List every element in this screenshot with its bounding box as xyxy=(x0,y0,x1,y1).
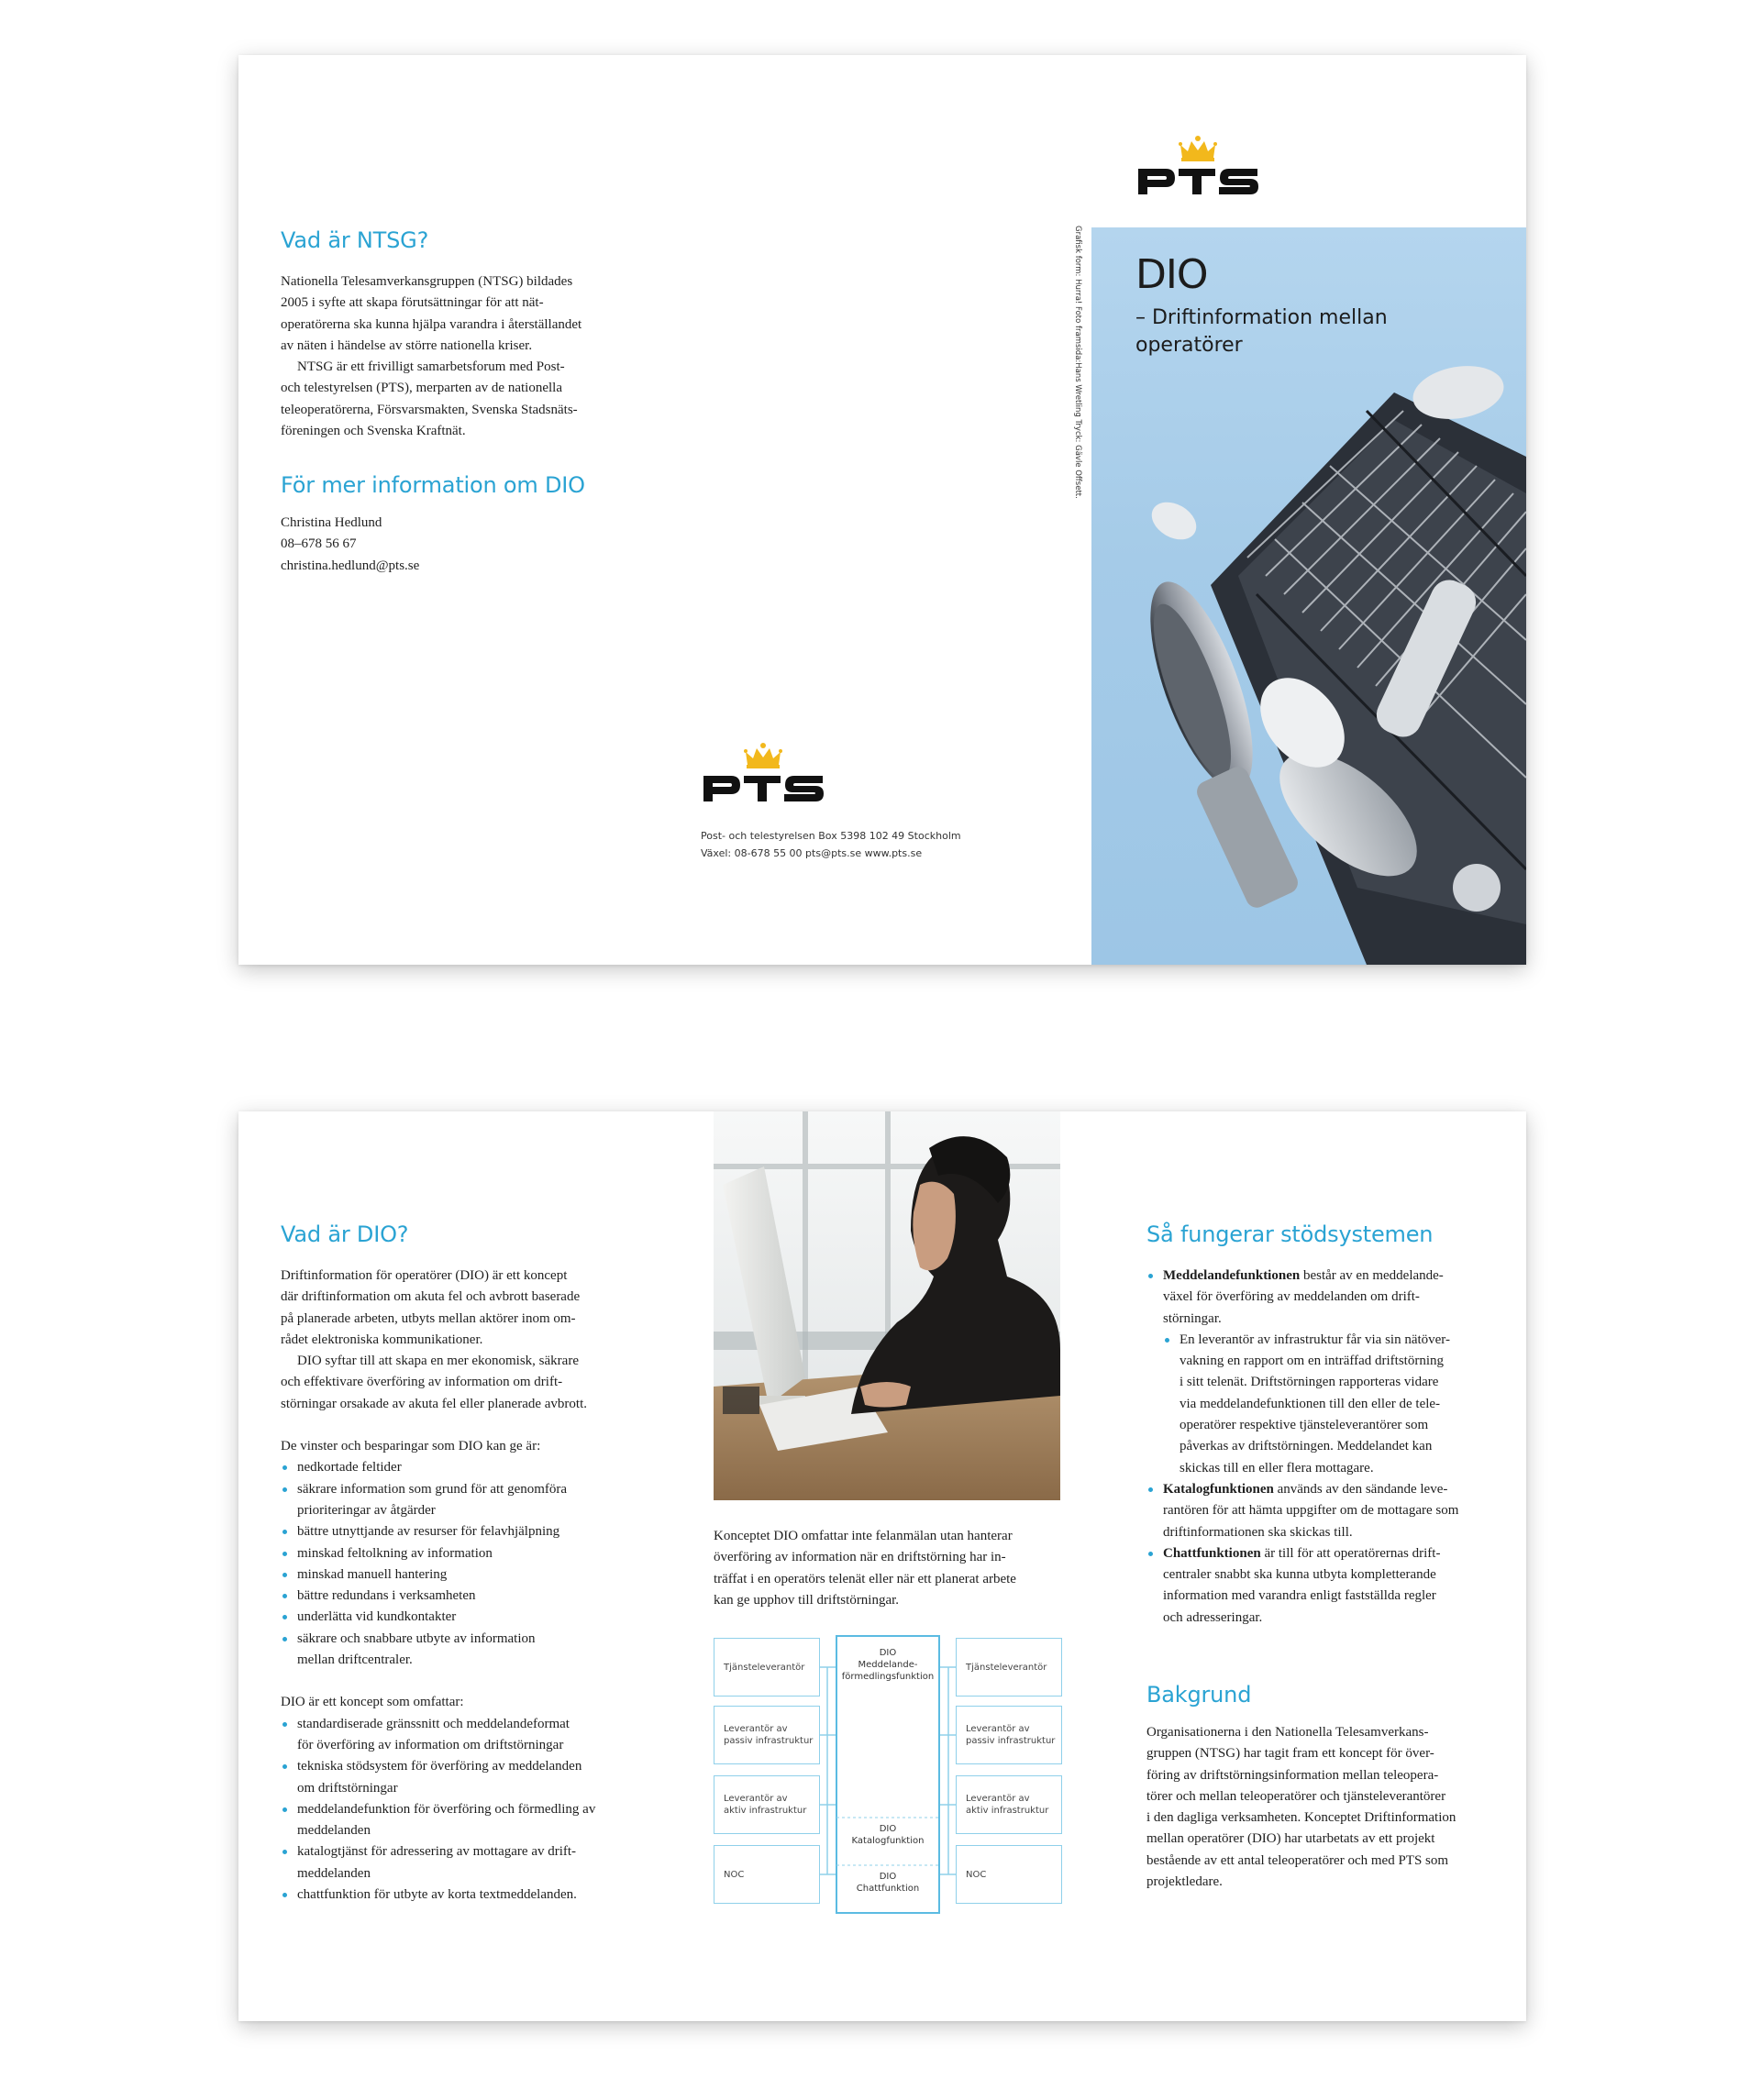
diagram-label: NOC xyxy=(724,1869,745,1880)
address-line-1: Post- och telestyrelsen Box 5398 102 49 Stockholm xyxy=(701,830,961,842)
list-item: nedkortade feltider xyxy=(281,1457,648,1478)
ntsg-line: och telestyrelsen (PTS), merparten av de nationella xyxy=(281,381,562,396)
list-item: minskad feltolkning av information xyxy=(281,1543,648,1564)
benefits-intro: De vinster och besparingar som DIO kan ge är: xyxy=(281,1439,541,1454)
diagram-right-box xyxy=(956,1638,1062,1697)
background-line: Organisationerna i den Nationella Telesamverkans- xyxy=(1146,1725,1429,1740)
ntsg-line: teleoperatörerna, Försvarsmakten, Svenska Stadsnäts- xyxy=(281,402,578,417)
support-heading: Så fungerar stödsystemen xyxy=(1146,1221,1434,1247)
pts-logo-back xyxy=(700,734,826,807)
list-item: tekniska stödsystem för överföring av meddelanden om driftstörningar xyxy=(281,1756,648,1799)
credit-line: Grafisk form: Hurra! Foto framsida:Hans Wretling Tryck: Gävle Offsett. xyxy=(1073,226,1082,499)
list-item: säkrare information som grund för att genomföra prioriteringar av åtgärder xyxy=(281,1479,648,1522)
ntsg-section xyxy=(281,227,648,442)
ntsg-line: föreningen och Svenska Kraftnät. xyxy=(281,424,466,439)
diagram-label: Leverantör av passiv infrastruktur xyxy=(724,1724,814,1746)
background-line: gruppen (NTSG) har tagit fram ett koncept för över- xyxy=(1146,1746,1434,1762)
ntsg-line: operatörerna ska kunna hjälpa varandra i återställandet xyxy=(281,316,582,332)
background-line: föring av driftstörningsinformation mellan teleopera- xyxy=(1146,1767,1439,1783)
middle-text-line: överföring av information när en driftstörning har in- xyxy=(714,1550,1006,1565)
dio-intro-line: där driftinformation om akuta fel och avbrott baserade xyxy=(281,1289,581,1305)
diagram-label: Tjänsteleverantör xyxy=(724,1662,805,1673)
list-item xyxy=(1163,1330,1504,1479)
dio-intro-line: på planerade arbeten, utbyts mellan aktörer inom om- xyxy=(281,1310,576,1326)
middle-text-line: träffat i en operatörs telenät eller när ett planerat arbete xyxy=(714,1571,1016,1586)
background-line: mellan operatörer (DIO) har utarbetats av ett projekt xyxy=(1146,1831,1435,1847)
support-list xyxy=(1146,1266,1504,1629)
term-text: är till för att operatörernas drift- centraler snabbt ska kunna utbyta kompletterande information med varandra enligt fastställda regler och adresseringar. xyxy=(1163,1545,1441,1625)
ntsg-body xyxy=(281,271,648,442)
list-item: chattfunktion för utbyte av korta textmeddelanden. xyxy=(281,1884,648,1906)
diagram-label: Leverantör av aktiv infrastruktur xyxy=(966,1794,1049,1816)
list-item: katalogtjänst för adressering av mottagare av drift- meddelanden xyxy=(281,1841,648,1884)
postal-address xyxy=(701,827,1013,862)
diagram-left-box xyxy=(714,1706,820,1764)
diagram-center-label: DIO Katalogfunktion xyxy=(851,1824,925,1846)
middle-text xyxy=(714,1526,1062,1611)
background-line: projektledare. xyxy=(1146,1874,1223,1890)
list-item xyxy=(1146,1266,1504,1330)
dio-intro-line: och effektivare överföring av information om drift- xyxy=(281,1375,563,1390)
background-line: bestående av ett antal teleoperatörer och med PTS som xyxy=(1146,1852,1449,1868)
dio-heading: Vad är DIO? xyxy=(281,1221,409,1247)
dio-intro-line: Driftinformation för operatörer (DIO) är ett koncept xyxy=(281,1268,568,1283)
diagram-label: Leverantör av passiv infrastruktur xyxy=(966,1724,1056,1746)
benefits-list xyxy=(281,1457,648,1671)
term-text: används av den sändande leve- rantören för att hämta uppgifter om de mottagare som driftinformationen ska skickas till. xyxy=(1163,1481,1459,1540)
front-cover xyxy=(1091,227,1526,965)
diagram-center-label: DIO Chattfunktion xyxy=(856,1872,920,1894)
diagram-right-box xyxy=(956,1775,1062,1834)
middle-text-line: kan ge upphov till driftstörningar. xyxy=(714,1592,900,1608)
background-heading: Bakgrund xyxy=(1146,1682,1252,1708)
ntsg-heading: Vad är NTSG? xyxy=(281,227,429,253)
diagram-right-box xyxy=(956,1845,1062,1904)
diagram-label: Tjänsteleverantör xyxy=(966,1662,1047,1673)
cover-subtitle: – Driftinformation mellan operatörer xyxy=(1135,306,1388,357)
brochure-outer-spread xyxy=(238,55,1526,965)
list-item: säkrare och snabbare utbyte av information mellan driftcentraler. xyxy=(281,1629,648,1672)
concept-intro: DIO är ett koncept som omfattar: xyxy=(281,1695,464,1710)
support-section xyxy=(1146,1221,1504,1629)
dio-intro-line: störningar orsakade av akuta fel eller planerade avbrott. xyxy=(281,1396,588,1411)
pts-logo-top xyxy=(1135,127,1261,200)
diagram-center-label: DIO Meddelande- förmedlingsfunktion xyxy=(841,1648,935,1682)
concept-list xyxy=(281,1714,648,1907)
contact-name: Christina Hedlund xyxy=(281,515,382,530)
ntsg-line: av näten i händelse av större nationella kriser. xyxy=(281,337,533,353)
list-item: underlätta vid kundkontakter xyxy=(281,1607,648,1628)
list-item: standardiserade gränssnitt och meddelandeformat för överföring av information om driftstörningar xyxy=(281,1714,648,1757)
contact-heading: För mer information om DIO xyxy=(281,472,585,498)
dio-intro-line: rådet elektroniska kommunikationer. xyxy=(281,1332,483,1347)
dio-section xyxy=(281,1221,648,1906)
term-text: En leverantör av infrastruktur får via sin nätöver- vakning en rapport om en inträffad driftstörning i sitt telenät. Driftstörningen rapporteras vidare via meddelandefunktionen till den eller de tele- operatörer respektive tjänsteleverantörer som påverkas av driftstörningen. Meddelandet kan skickas till en eller flera mottagare. xyxy=(1180,1332,1450,1476)
dio-intro-line: DIO syftar till att skapa en mer ekonomisk, säkrare xyxy=(297,1354,579,1369)
background-line: törer och mellan teleoperatörer och tjänsteleverantörer xyxy=(1146,1788,1446,1804)
list-item xyxy=(1146,1543,1504,1629)
list-item: minskad manuell hantering xyxy=(281,1564,648,1586)
diagram-label: Leverantör av aktiv infrastruktur xyxy=(724,1794,807,1816)
list-item: meddelandefunktion för överföring och förmedling av meddelanden xyxy=(281,1799,648,1842)
contact-phone: 08–678 56 67 xyxy=(281,536,357,552)
crown-icon xyxy=(1179,136,1217,161)
contact-section xyxy=(281,472,648,577)
list-item: bättre redundans i verksamheten xyxy=(281,1586,648,1607)
person-at-computer-photo xyxy=(714,1111,1060,1500)
list-item: bättre utnyttjande av resurser för felavhjälpning xyxy=(281,1521,648,1542)
contact-email[interactable]: christina.hedlund@pts.se xyxy=(281,558,420,573)
list-item xyxy=(1146,1479,1504,1543)
diagram-left-box xyxy=(714,1638,820,1697)
diagram-right-box xyxy=(956,1706,1062,1764)
term: Katalogfunktionen xyxy=(1163,1481,1274,1497)
brochure-inner-spread xyxy=(238,1111,1526,2021)
crown-icon xyxy=(744,743,782,768)
diagram-left-box xyxy=(714,1775,820,1834)
dio-architecture-diagram xyxy=(714,1634,1062,1915)
address-line-2: Växel: 08-678 55 00 pts@pts.se www.pts.se xyxy=(701,847,923,859)
diagram-left-box xyxy=(714,1845,820,1904)
middle-text-line: Konceptet DIO omfattar inte felanmälan utan hanterar xyxy=(714,1529,1013,1543)
diagram-label: NOC xyxy=(966,1869,987,1880)
term: Chattfunktionen xyxy=(1163,1545,1261,1561)
ntsg-line: Nationella Telesamverkansgruppen (NTSG) bildades xyxy=(281,274,573,289)
ntsg-line: 2005 i syfte att skapa förutsättningar för att nät- xyxy=(281,295,544,311)
cover-title: DIO xyxy=(1135,251,1208,298)
antenna-tower-photo xyxy=(1091,227,1526,965)
background-section xyxy=(1146,1682,1504,1893)
term-text: består av en meddelande- växel för överföring av meddelanden om drift- störningar. xyxy=(1163,1268,1444,1326)
background-line: i den dagliga verksamheten. Konceptet Driftinformation xyxy=(1146,1810,1456,1826)
term: Meddelandefunktionen xyxy=(1163,1268,1301,1283)
ntsg-line: NTSG är ett frivilligt samarbetsforum med Post- xyxy=(297,359,565,375)
